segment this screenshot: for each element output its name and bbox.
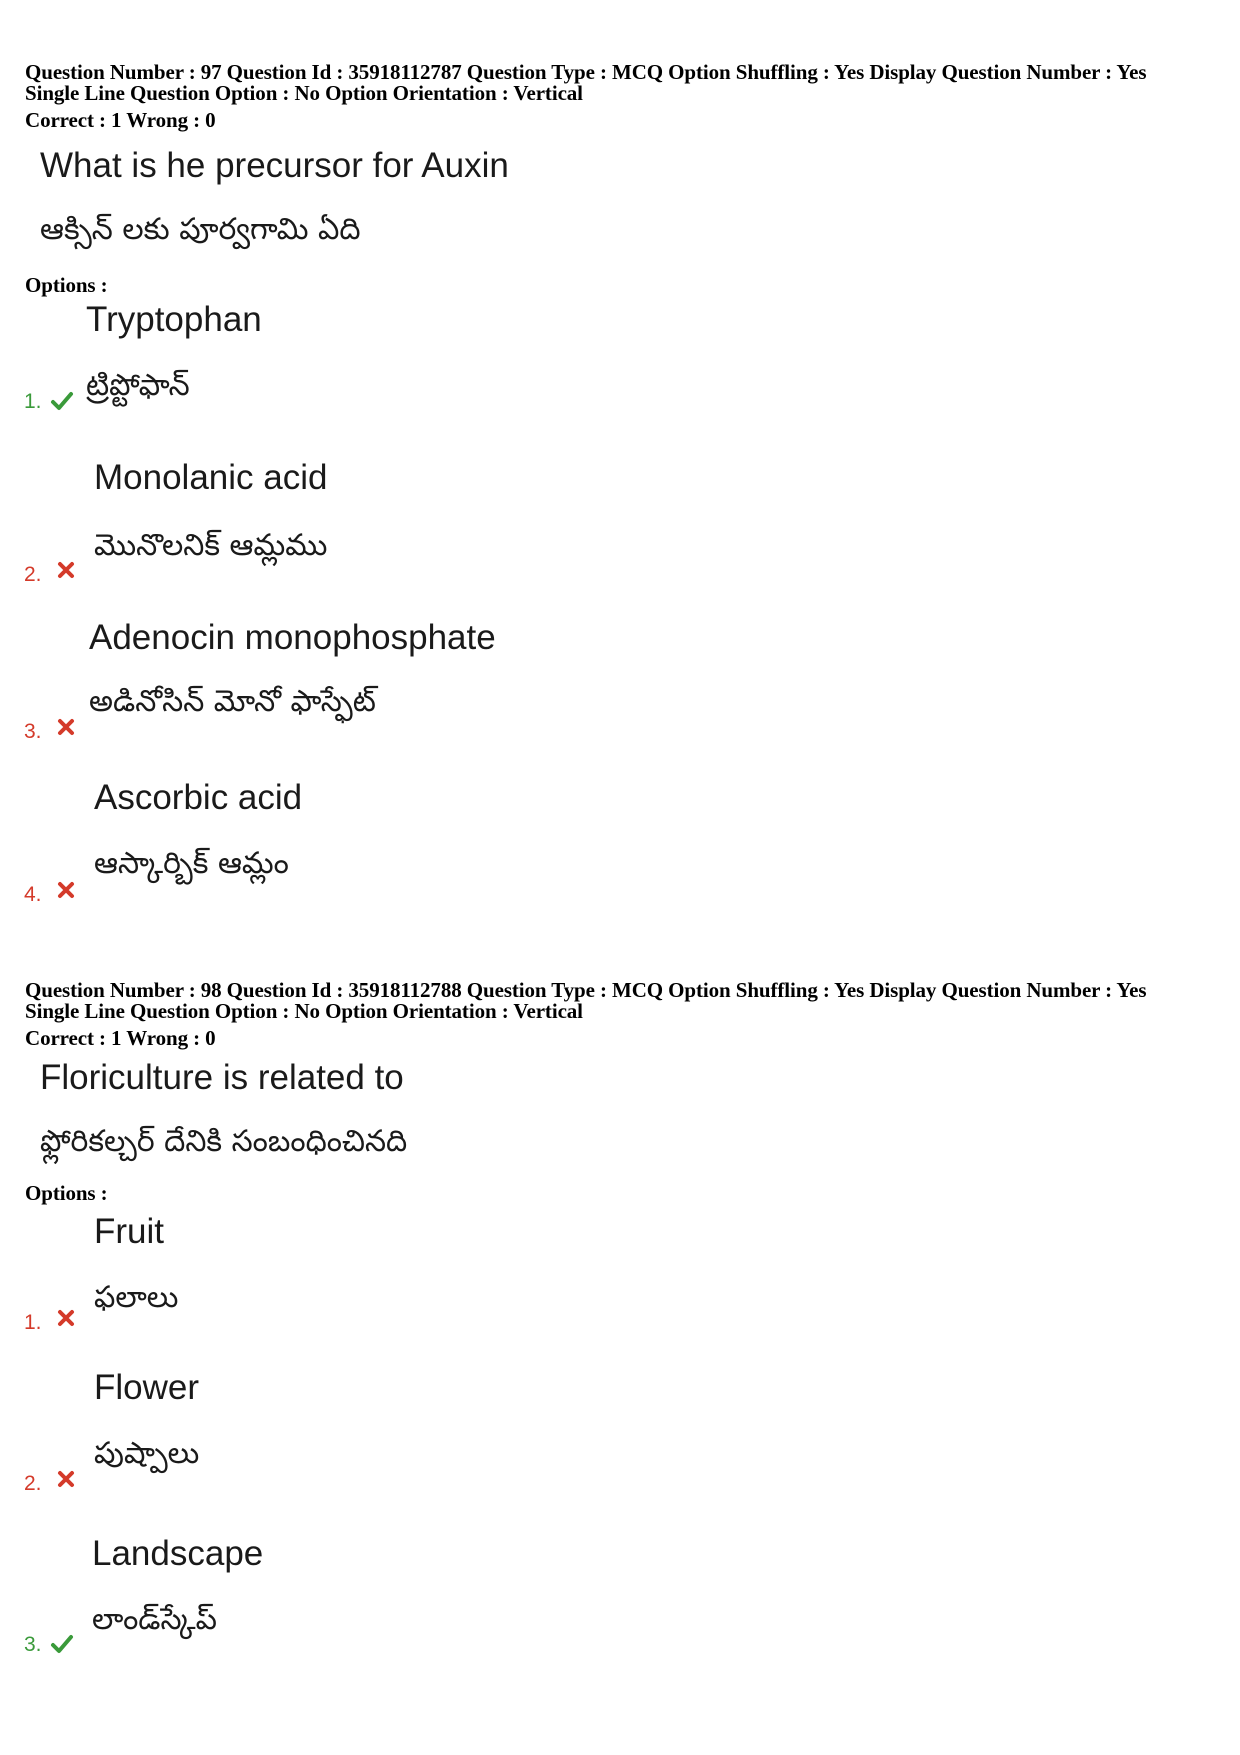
option-text-te: అడినోసిన్ మోనో ఫాస్ఫేట్ [89, 684, 376, 719]
option-text-en: Landscape [92, 1534, 264, 1573]
option-text-te: లాండ్‌స్కేప్ [92, 1602, 217, 1637]
option-text-en: Flower [94, 1368, 200, 1407]
options-label: Options : [25, 1181, 108, 1205]
option-number: 1. [24, 1311, 42, 1334]
option-text-en: Monolanic acid [94, 458, 328, 497]
cross-icon [54, 1306, 78, 1330]
option-text-te: ఫలాలు [94, 1280, 179, 1315]
cross-icon [54, 1467, 78, 1491]
option-number: 4. [24, 883, 42, 906]
question-score: Correct : 1 Wrong : 0 [25, 1026, 216, 1050]
option-text-en: Fruit [94, 1212, 164, 1251]
cross-icon [54, 715, 78, 739]
question-text-te: ఆక్సిన్ లకు పూర్వగామి ఏది [40, 212, 361, 247]
option-number: 3. [24, 720, 42, 743]
question-text-te: ఫ్లోరికల్చర్ దేనికి సంబంధించినది [40, 1124, 408, 1159]
question-text-en: Floriculture is related to [40, 1058, 404, 1097]
option-text-te: ట్రిప్టోఫాన్ [86, 368, 190, 403]
question-meta-line: Single Line Question Option : No Option Orientation : Vertical [25, 81, 583, 105]
option-text-te: ఆస్కార్బిక్ ఆమ్లం [94, 846, 289, 881]
option-number: 2. [24, 1472, 42, 1495]
question-meta-line: Question Number : 97 Question Id : 35918112787 Question Type : MCQ Option Shuffling : Yes Display Question Number : Yes [25, 60, 1147, 84]
question-meta-line: Question Number : 98 Question Id : 35918112788 Question Type : MCQ Option Shuffling : Yes Display Question Number : Yes [25, 978, 1147, 1002]
cross-icon [54, 558, 78, 582]
option-text-en: Ascorbic acid [94, 778, 303, 817]
check-icon [50, 389, 74, 413]
option-number: 3. [24, 1633, 42, 1656]
option-number: 1. [24, 390, 42, 413]
cross-icon [54, 878, 78, 902]
options-label: Options : [25, 273, 108, 297]
option-text-en: Tryptophan [86, 300, 262, 339]
option-text-en: Adenocin monophosphate [89, 618, 496, 657]
check-icon [50, 1632, 74, 1656]
option-number: 2. [24, 563, 42, 586]
option-text-te: మొనొలనిక్ ఆమ్లము [94, 528, 328, 563]
question-score: Correct : 1 Wrong : 0 [25, 108, 216, 132]
question-meta-line: Single Line Question Option : No Option Orientation : Vertical [25, 999, 583, 1023]
question-text-en: What is he precursor for Auxin [40, 146, 509, 185]
option-text-te: పుష్పాలు [94, 1436, 200, 1471]
